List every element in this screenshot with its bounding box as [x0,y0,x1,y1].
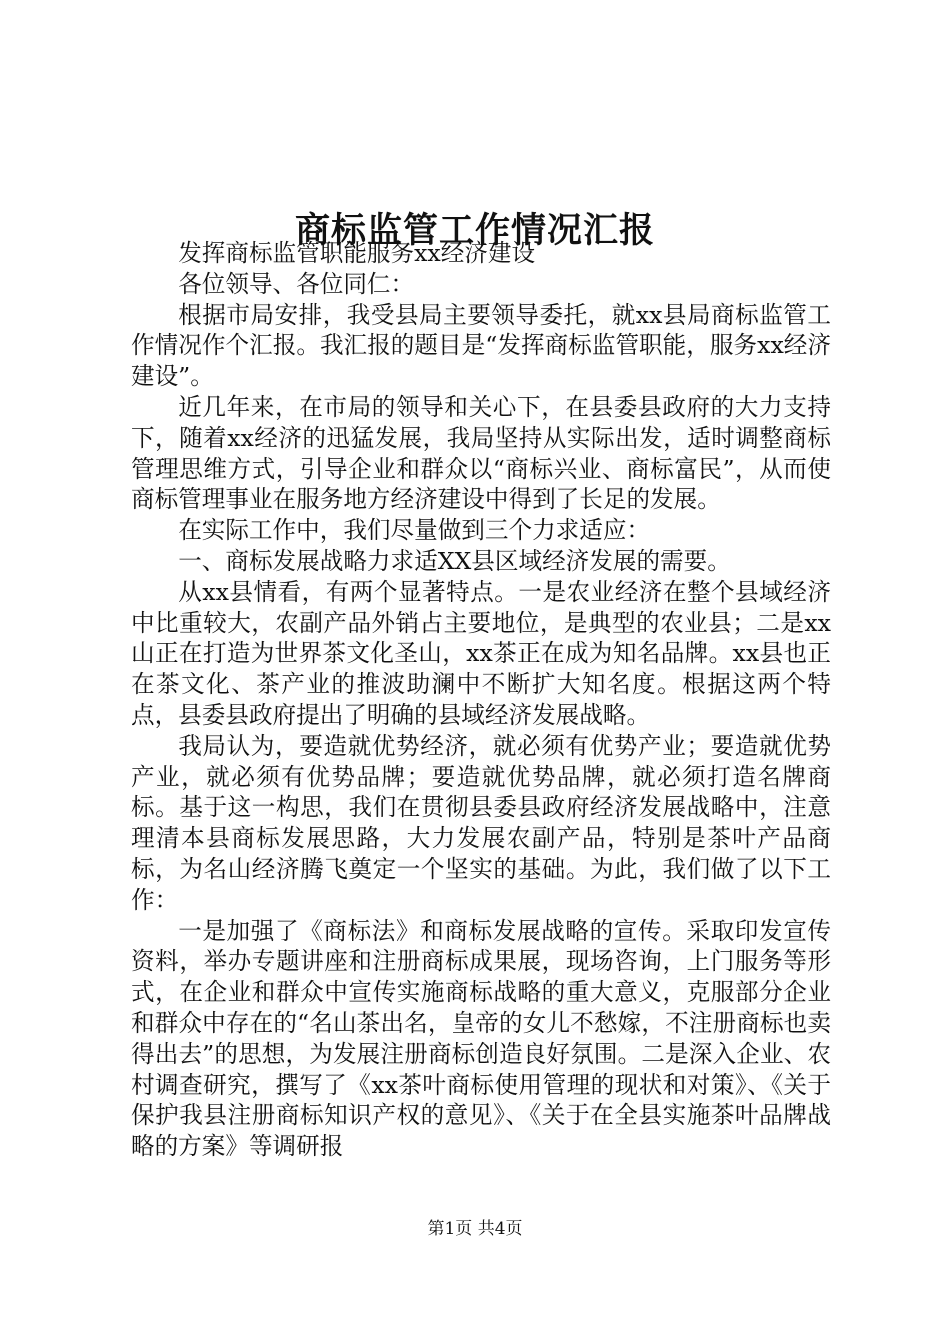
body-paragraph: 一是加强了《商标法》和商标发展战略的宣传。采取印发宣传资料，举办专题讲座和注册商标成果展，现场咨询，上门服务等形式，在企业和群众中宣传实施商标战略的重大意义，克服部分企业和群众中存在的“名山茶出名，皇帝的女儿不愁嫁，不注册商标也卖得出去”的思想，为发展注册商标创造良好氛围。二是深入企业、农村调查研究，撰写了《xx茶叶商标使用管理的现状和对策》、《关于保护我县注册商标知识产权的意见》、《关于在全县实施茶叶品牌战略的方案》等调研报 [131,916,831,1161]
subtitle-paragraph: 发挥商标监管职能服务xx经济建设 [178,239,536,267]
body-paragraph: 根据市局安排，我受县局主要领导委托，就xx县局商标监管工作情况作个汇报。我汇报的题目是“发挥商标监管职能，服务xx经济建设”。 [131,300,831,391]
document-body [131,238,831,1162]
body-paragraph: 从xx县情看，有两个显著特点。一是农业经济在整个县域经济中比重较大，农副产品外销占主要地位，是典型的农业县；二是xx山正在打造为世界茶文化圣山，xx茶正在成为知名品牌。xx县也正在茶文化、茶产业的推波助澜中不断扩大知名度。根据这两个特点，县委县政府提出了明确的县域经济发展战略。 [131,577,831,729]
salutation-paragraph: 各位领导、各位同仁： [178,269,415,298]
section-heading: 一、商标发展战略力求适XX县区域经济发展的需要。 [178,546,731,575]
page-footer: 第1页 共4页 [427,1219,523,1239]
body-paragraph: 在实际工作中，我们尽量做到三个力求适应： [178,516,651,545]
body-paragraph: 我局认为，要造就优势经济，就必须有优势产业；要造就优势产业，就必须有优势品牌；要造就优势品牌，就必须打造名牌商标。基于这一构思，我们在贯彻县委县政府经济发展战略中，注意理清本县商标发展思路，大力发展农副产品，特别是茶叶产品商标，为名山经济腾飞奠定一个坚实的基础。为此，我们做了以下工作： [131,731,831,914]
document-title: 商标监管工作情况汇报 [294,210,655,252]
body-paragraph: 近几年来，在市局的领导和关心下，在县委县政府的大力支持下，随着xx经济的迅猛发展，我局坚持从实际出发，适时调整商标管理思维方式，引导企业和群众以“商标兴业、商标富民”，从而使商标管理事业在服务地方经济建设中得到了长足的发展。 [131,392,831,514]
